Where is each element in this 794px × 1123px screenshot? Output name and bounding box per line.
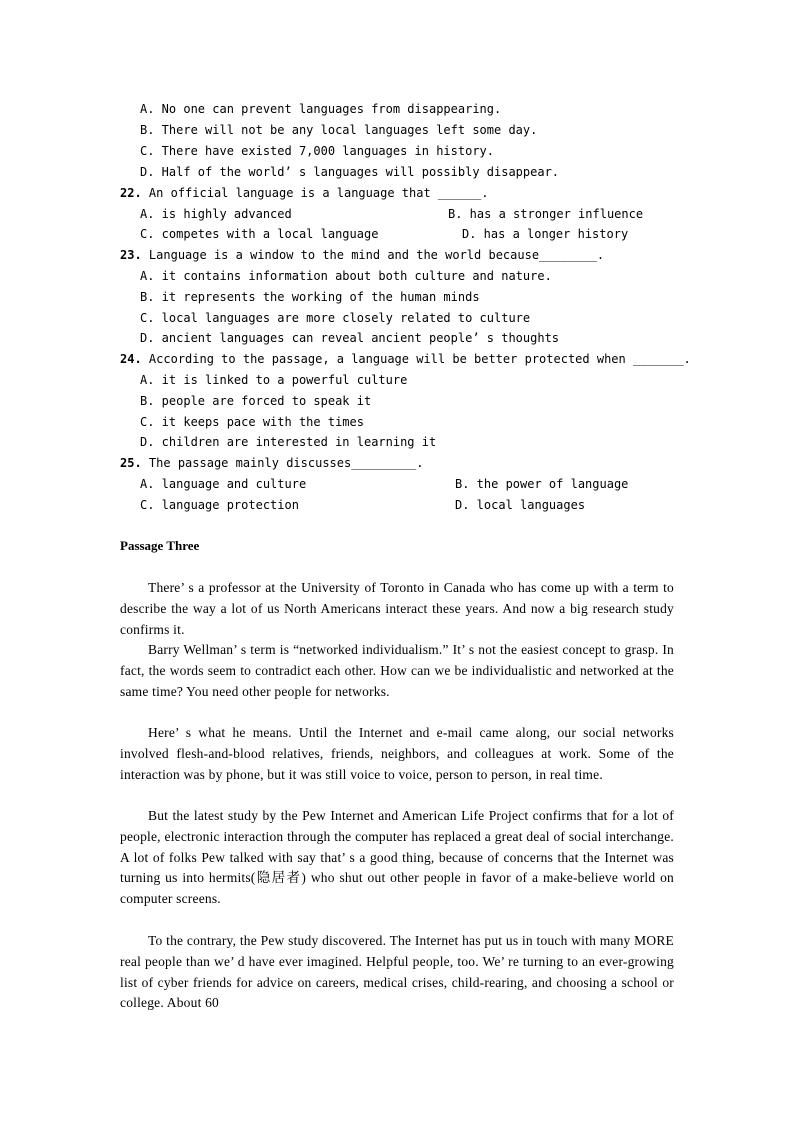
q25-option-b: B. the power of language	[455, 477, 629, 491]
q25-stem: The passage mainly discusses_________.	[148, 456, 424, 470]
q21-option-c: C. There have existed 7,000 languages in history.	[140, 144, 495, 158]
q22-number: 22.	[120, 186, 142, 200]
q25-option-a: A. language and culture	[140, 477, 307, 491]
q22-stem: An official language is a language that ______.	[148, 186, 489, 200]
q24-stem: According to the passage, a language will be better protected when _______.	[148, 352, 691, 366]
q24-option-a: A. it is linked to a powerful culture	[140, 373, 408, 387]
passage-paragraph: To the contrary, the Pew study discovered. The Internet has put us in touch with many MORE real people than we’ d have ever imagined. Helpful people, too. We’ re turning to an ever-growing list of cyber friends for advice on careers, medical crises, child-rearing, and choosing a school or college. About 60	[120, 933, 674, 1011]
q24-option-b: B. people are forced to speak it	[140, 394, 372, 408]
passage-paragraph: But the latest study by the Pew Internet and American Life Project confirms that for a lot of people, electronic interaction through the computer has replaced a great deal of social interchange. A lot of folks Pew talked with say that’ s a good thing, because of concerns that the Internet was turning us into hermits(隐居者) who shut out other people in favor of a make-believe world on computer screens.	[120, 808, 674, 907]
q22-option-b: B. has a stronger influence	[448, 207, 644, 221]
q22-option-a: A. is highly advanced	[140, 207, 292, 221]
q23-option-a: A. it contains information about both culture and nature.	[140, 269, 552, 283]
q23-stem: Language is a window to the mind and the world because________.	[148, 248, 605, 262]
passage-paragraph: Here’ s what he means. Until the Internet and e-mail came along, our social networks involved flesh-and-blood relatives, friends, neighbors, and colleagues at work. Some of the interaction was by phone, but it was still voice to voice, person to person, in real time.	[120, 725, 674, 782]
q24-question	[120, 349, 691, 369]
passage-paragraph: Barry Wellman’ s term is “networked individualism.” It’ s not the easiest concept to grasp. In fact, the words seem to contradict each other. How can we be individualistic and networked at the same time? You need other people for networks.	[120, 642, 674, 699]
q25-number: 25.	[120, 456, 142, 470]
q23-option-b: B. it represents the working of the human minds	[140, 290, 480, 304]
q22-question	[120, 183, 488, 203]
q21-option-d: D. Half of the world’ s languages will possibly disappear.	[140, 165, 560, 179]
q21-option-b: B. There will not be any local languages left some day.	[140, 123, 538, 137]
q21-option-a: A. No one can prevent languages from disappearing.	[140, 102, 502, 116]
q25-option-c: C. language protection	[140, 498, 299, 512]
passage-title: Passage Three	[120, 538, 200, 553]
q23-number: 23.	[120, 248, 142, 262]
passage-paragraph: There’ s a professor at the University of Toronto in Canada who has come up with a term to describe the way a lot of us North Americans interact these years. And now a big research study confirms it.	[120, 580, 674, 637]
q24-option-d: D. children are interested in learning it	[140, 435, 437, 449]
q23-option-c: C. local languages are more closely related to culture	[140, 311, 531, 325]
q24-number: 24.	[120, 352, 142, 366]
q23-option-d: D. ancient languages can reveal ancient people’ s thoughts	[140, 331, 560, 345]
q22-option-d: D. has a longer history	[462, 227, 629, 241]
q24-option-c: C. it keeps pace with the times	[140, 415, 364, 429]
q23-question	[120, 245, 604, 265]
q25-option-d: D. local languages	[455, 498, 586, 512]
q25-question	[120, 453, 423, 473]
q22-option-c: C. competes with a local language	[140, 227, 379, 241]
